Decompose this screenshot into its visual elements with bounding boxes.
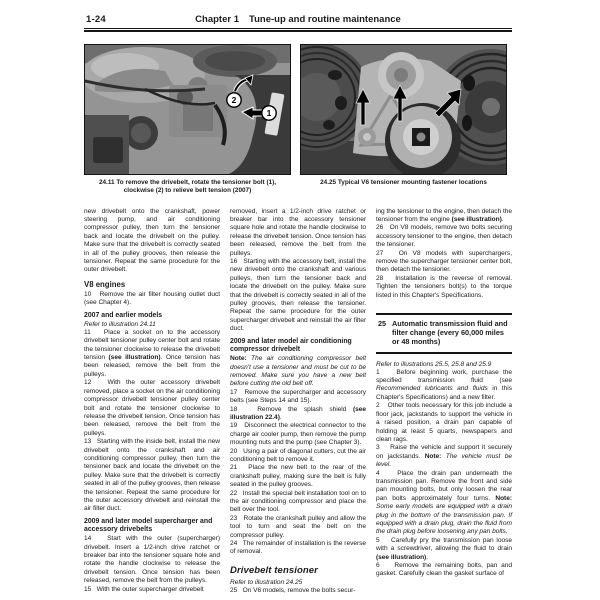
- text-segment: 26 On V8 models, remove two bolts securing accessory tensioner to the engine, then detach the tensioner.: [376, 224, 512, 249]
- paragraph: [230, 258, 366, 334]
- model-heading: 2009 and later model air conditioning compressor drivebelt: [230, 337, 352, 353]
- text-segment: ing the tensioner to the engine, then detach the tensioner from the engine: [376, 207, 512, 223]
- text-segment: removed, insert a 1/2-inch drive ratchet or breaker bar into the accessory tensioner square hole and rotate the handle clockwise to release the drivebelt tension. Once tension has been released, remove the belt from the pulleys.: [230, 207, 366, 257]
- text-segment: (see illustration 22.4): [230, 405, 366, 421]
- text-segment: 14 Start with the outer (supercharger) drivebelt. Insert a 1/2-inch drive ratchet or breaker bar into the tensioner square hole and rotate the handle clockwise to release the drivebelt tension. Once tension has been released, remove the belt from the pulleys.: [84, 535, 220, 585]
- figure-caption: 24.25 Typical V6 tensioner mounting fastener locations: [320, 179, 487, 186]
- page-header: [84, 12, 512, 28]
- text-segment: 1 Before beginning work, purchase the specified transmission fluid (see: [376, 368, 512, 385]
- engine-bay-photo: [84, 44, 291, 175]
- text-segment: 5 Carefully pry the transmission pan loose with a screwdriver, allowing the fluid to drain: [376, 536, 512, 553]
- text-segment: 3 Raise the vehicle and support it securely on jackstands.: [376, 444, 512, 460]
- text-segment: Note:: [495, 494, 512, 502]
- section-heading-text: [376, 315, 512, 353]
- text-segment: (see illustration): [451, 216, 502, 223]
- text-segment: (see illustration): [376, 553, 427, 561]
- paragraph: [230, 587, 366, 595]
- paragraph: [84, 291, 220, 308]
- text-segment: 4 Place the drain pan underneath the transmission pan. Remove the front and side pan mounting bolts, but only loosen the rear pan bolts approximately four turns.: [376, 469, 512, 502]
- callout-1-label: 1: [266, 108, 272, 118]
- figure-row: [84, 44, 512, 195]
- section-number: 25: [378, 318, 387, 328]
- paragraph: [230, 515, 366, 540]
- text-column-2: [230, 208, 366, 596]
- text-segment: 18 Remove the splash shield: [230, 405, 353, 413]
- illustration-reference: Refer to illustrations 25.5, 25.8 and 25.9: [376, 360, 492, 368]
- text-segment: 6 Remove the remaining bolts, pan and gasket. Carefully clean the gasket surface of: [376, 562, 512, 578]
- text-segment: . Once tension has been released, remove the belt from the pulleys.: [84, 354, 221, 378]
- text-segment: The air conditioning compressor belt doesn't use a tensioner and must be cut to be removed. Make sure you have a new belt before cutting the old belt off.: [230, 355, 366, 388]
- paragraph: [376, 275, 512, 300]
- engine-bay-illustration: [85, 45, 290, 174]
- text-column-1: [84, 208, 220, 594]
- figure-caption: 24.11 To remove the drivebelt, rotate the tensioner bolt (1), clockwise (2) to relieve belt tension (2007): [98, 179, 277, 194]
- paragraph: [376, 444, 512, 469]
- callout-2-label: 2: [231, 95, 237, 105]
- text-segment: 22 Install the special belt installation tool on to the air conditioning compressor and place the belt over the tool.: [230, 489, 366, 514]
- paragraph: [376, 224, 512, 249]
- tensioner-illustration: [301, 45, 506, 174]
- illustration-reference: Refer to illustration 24.11: [84, 320, 156, 328]
- paragraph: [230, 355, 366, 389]
- text-segment: 24 The remainder of installation is the reverse of removal.: [230, 540, 366, 556]
- text-segment: .: [426, 553, 429, 561]
- paragraph: [84, 208, 220, 275]
- paragraph: [230, 448, 366, 465]
- text-segment: 19 Disconnect the electrical connector to the charge air cooler pump, then remove the pump mounting nuts and the pump (see Chapter 3).: [230, 422, 366, 447]
- text-segment: in this Chapter's Specifications) and a new filter.: [376, 385, 512, 401]
- text-segment: 11 Place a socket on to the accessory drivebelt tensioner pulley center bolt and rotate the tensioner clockwise to release the drivebelt tension: [84, 328, 220, 362]
- paragraph: [230, 389, 366, 406]
- paragraph: [84, 586, 220, 594]
- text-segment: 21 Place the new belt to the rear of the crankshaft pulley, making sure the belt is fully seated in the pulley grooves.: [230, 464, 366, 489]
- paragraph: [376, 250, 512, 275]
- header-rule-thin: [84, 28, 512, 29]
- paragraph: [376, 537, 512, 562]
- text-segment: 16 Starting with the accessory belt, install the new drivebelt onto the crankshaft and various pulleys, then turn the tensioner back and locate the drivebelt on the pulley. Make sure that the drivebelt is correctly seated in all of the pulley grooves, then release the tensioner. Repeat the same procedure for the outer supercharger drivebelt and reinstall the air filter duct.: [230, 258, 366, 333]
- figure-24-11: [84, 44, 291, 195]
- chapter-title: [84, 14, 512, 25]
- illustration-reference: Refer to illustration 24.25: [230, 578, 303, 586]
- text-segment: .: [501, 216, 504, 223]
- paragraph: [376, 470, 512, 537]
- text-segment: 17 Remove the supercharger and accessory belts (see Steps 14 and 15).: [230, 388, 366, 405]
- text-segment: 27 On V8 models with superchargers, remove the supercharger tensioner center bolt, then detach the tensioner.: [376, 249, 512, 274]
- paragraph: [376, 402, 512, 444]
- text-segment: (see illustration): [108, 354, 161, 362]
- text-segment: 28 Installation is the reverse of removal. Tighten the tensioners bolt(s) to the torque listed in this Chapter's Specifications.: [376, 274, 512, 299]
- text-segment: .: [279, 413, 282, 421]
- paragraph: [376, 208, 512, 225]
- text-segment: Some early models are equipped with a drain plug in the bottom of the transmission pan. If equipped with a drain plug, drain the fluid from the drain plug before loosening any pan bolts.: [376, 503, 512, 536]
- section-heading: [376, 313, 512, 354]
- section-rule-bottom: [376, 352, 512, 354]
- text-segment: Recommended lubricants and fluids: [376, 385, 488, 393]
- text-column-3: [376, 208, 512, 579]
- model-heading: 2007 and earlier models: [84, 311, 163, 319]
- text-segment: new drivebelt onto the crankshaft, power steering pump, and air conditioning compressor pulley, then turn the tensioner back and locate the drivebelt on the pulley. Make sure that the drivebelt is correctly seated in all of the pulley grooves, then release the tensioner. Repeat the same procedure for the outer drivebelt.: [84, 207, 220, 274]
- text-segment: The vehicle must be level.: [376, 452, 512, 469]
- paragraph: [230, 490, 366, 515]
- subsection-heading: V8 engines: [84, 279, 126, 289]
- text-segment: 15 With the outer supercharger drivebelt: [84, 585, 204, 593]
- page-number: 1-24: [86, 14, 106, 25]
- text-segment: 25 On V6 models, remove the bolts secur-: [230, 586, 356, 594]
- italic-heading: Drivebelt tensioner: [230, 564, 318, 576]
- paragraph: [84, 379, 220, 438]
- chapter-name: Tune-up and routine maintenance: [248, 14, 401, 25]
- paragraph: [84, 438, 220, 514]
- paragraph: [230, 540, 366, 557]
- text-segment: 12 With the outer accessory drivebelt removed, place a socket on the air conditioning compressor drivebelt tensioner pulley center bolt and rotate the tensioner clockwise to release the drivebelt tension. Once tension has been released, remove the belt from the pulleys.: [84, 379, 220, 437]
- paragraph: [230, 422, 366, 447]
- text-segment: 10 Remove the air filter housing outlet duct (see Chapter 4).: [84, 290, 220, 307]
- model-heading: 2009 and later model supercharger and accessory drivebelts: [84, 517, 213, 533]
- text-segment: Note:: [230, 355, 247, 363]
- text-segment: 20 Using a pair of diagonal cutters, cut the air conditioning belt to remove it.: [230, 447, 366, 463]
- tensioner-photo: [300, 44, 507, 175]
- manual-page: [84, 12, 512, 595]
- text-segment: 23 Rotate the crankshaft pulley and allow the tool to turn and seat the belt on the compressor pulley.: [230, 514, 366, 539]
- paragraph: [84, 535, 220, 585]
- text-segment: 2 Other tools necessary for this job include a floor jack, jackstands to support the vehicle in a raised position, a drain pan capable of holding at least 5 quarts, newspapers and clean rags.: [376, 402, 512, 443]
- text-columns: [84, 208, 512, 596]
- figure-24-25: [300, 44, 507, 195]
- paragraph: [376, 369, 512, 403]
- text-segment: Note:: [424, 452, 442, 460]
- paragraph: [230, 208, 366, 258]
- paragraph: [84, 329, 220, 379]
- paragraph: [230, 464, 366, 489]
- paragraph: [230, 406, 366, 423]
- section-title: Automatic transmission fluid and filter change (every 60,000 miles or 48 months): [392, 318, 508, 346]
- paragraph: [376, 562, 512, 579]
- text-segment: 13 Starting with the inside belt, install the new drivebelt onto the crankshaft and air conditioning compressor pulley, then turn the tensioner back and locate the drivebelt on the pulley. Make sure that the drivebelt is correctly seated in all of the pulley grooves, then release the tensioner. Repeat the same procedure for the outer accessory drivebelt and reinstall the air filter duct.: [84, 438, 220, 513]
- header-rule: [84, 28, 512, 32]
- header-rule-thick: [84, 30, 512, 32]
- chapter-label: Chapter 1: [195, 14, 239, 25]
